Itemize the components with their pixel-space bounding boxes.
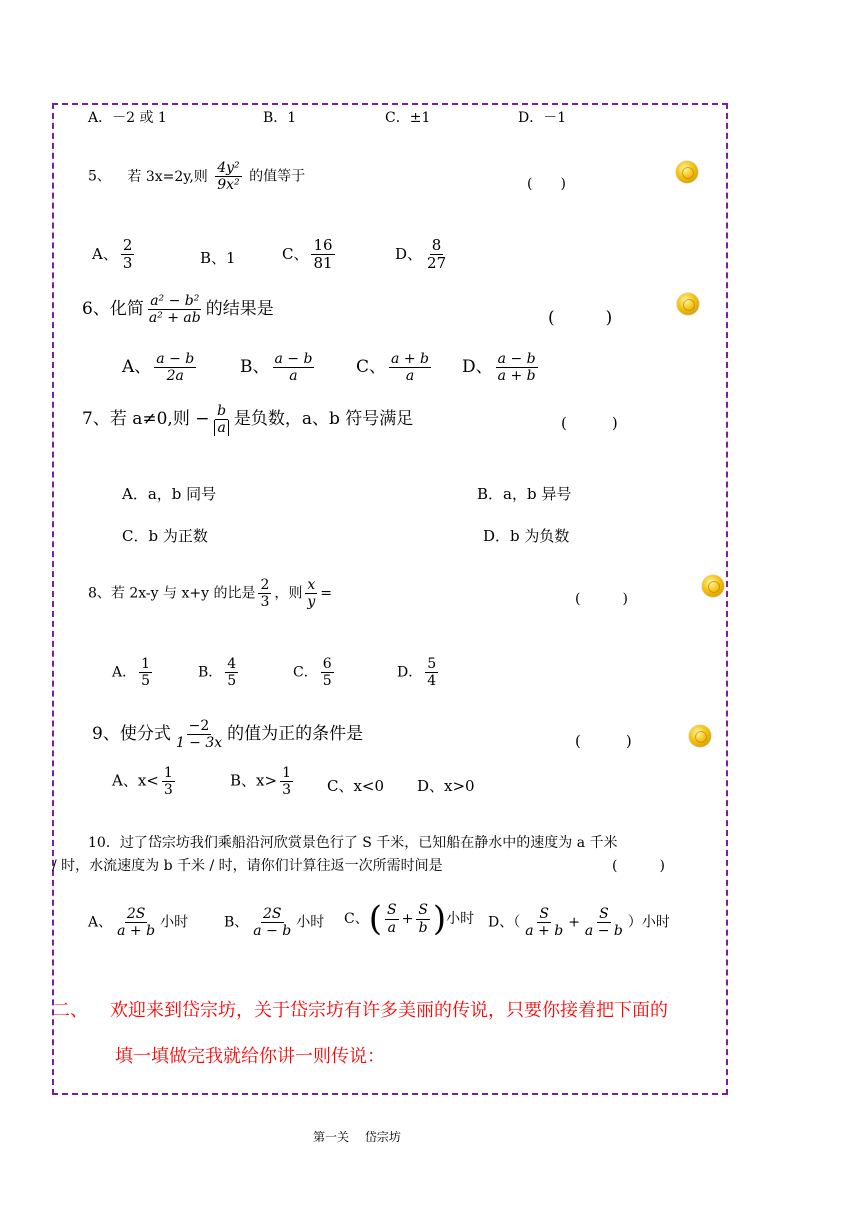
q10-option-c-num1: S xyxy=(386,902,397,919)
question-9 xyxy=(92,718,363,751)
q9-frac-num: −2 xyxy=(188,718,210,734)
q8-option-d xyxy=(397,656,441,689)
q10-option-a-num: 2S xyxy=(126,906,146,922)
coin-icon xyxy=(676,161,698,183)
q10-option-c: C、( $\frac{S}{a}$ + $\frac{S}{b}$ )小时 xyxy=(344,899,475,939)
q8-option-d-den: 4 xyxy=(427,673,437,690)
q9-option-a-label: A、x< xyxy=(112,771,159,790)
q8-prefix: 8、若 2x-y 与 x+y 的比是 xyxy=(88,585,256,602)
q4-option-a: A．－2 或 1 xyxy=(88,110,167,126)
coin-icon xyxy=(677,293,699,315)
question-6 xyxy=(82,293,274,326)
q8-x-den: y xyxy=(307,594,316,611)
q7-suffix: 是负数，a、b 符号满足 xyxy=(233,409,414,430)
q7-answer-paren: ( ) xyxy=(561,414,618,432)
q6-option-a-den: 2a xyxy=(166,368,184,385)
q4-option-b: B．1 xyxy=(263,110,297,126)
q10-line-1: 10．过了岱宗坊我们乘船沿河欣赏景色行了 S 千米，已知船在静水中的速度为 a 千米 xyxy=(88,835,618,851)
q8-option-c-den: 5 xyxy=(322,673,332,690)
q9-option-a-num: 1 xyxy=(163,765,173,781)
q9-option-b-den: 3 xyxy=(282,782,291,799)
q8-option-b-den: 5 xyxy=(227,673,237,690)
q6-option-d xyxy=(462,351,541,384)
q6-option-d-den: a + b xyxy=(497,368,536,385)
q5-prefix: 若 3x=2y,则 xyxy=(127,168,208,185)
q9-answer-paren: ( ) xyxy=(575,732,632,750)
q6-option-a xyxy=(122,351,199,384)
q4-option-d: D．－1 xyxy=(518,110,567,126)
q6-option-c-label: C、 xyxy=(356,357,387,378)
q5-option-c-label: C、 xyxy=(282,244,309,263)
q6-option-b xyxy=(240,351,317,384)
q8-option-b-label: B． xyxy=(198,664,223,681)
q8-option-c-num: 6 xyxy=(322,656,332,672)
q6-option-c xyxy=(356,351,434,384)
section-2-line-1: 欢迎来到岱宗坊，关于岱宗坊有许多美丽的传说，只要你接着把下面的 xyxy=(110,1000,668,1021)
q10-option-d-num1: S xyxy=(539,906,549,922)
q9-suffix: 的值为正的条件是 xyxy=(227,724,364,745)
q9-option-c: C、x<0 xyxy=(327,777,385,795)
q10-option-b xyxy=(224,906,324,939)
q10-option-b-unit: 小时 xyxy=(296,914,325,931)
q10-option-c-unit: 小时 xyxy=(446,911,475,927)
q5-option-a xyxy=(92,237,137,273)
q10-option-c-label: C、 xyxy=(344,911,369,927)
q8-x-num: x xyxy=(307,577,316,593)
q6-option-b-num: a − b xyxy=(274,351,313,367)
q5-fraction xyxy=(215,160,241,193)
question-7 xyxy=(82,403,413,436)
q10-option-d xyxy=(488,906,670,939)
q5-option-d xyxy=(395,237,451,273)
q6-option-b-den: a xyxy=(289,368,298,385)
q8-option-d-num: 5 xyxy=(427,656,437,672)
q10-option-c-num2: S xyxy=(418,902,428,919)
q10-option-d-unit: ）小时 xyxy=(627,914,670,931)
q10-option-a-den: a + b xyxy=(117,923,156,940)
q5-option-b: B、1 xyxy=(200,249,236,267)
question-5 xyxy=(88,160,305,193)
q5-option-c xyxy=(282,237,338,273)
q10-option-c-plus: + xyxy=(401,911,414,927)
q10-option-b-label: B、 xyxy=(224,914,249,931)
q8-option-c-label: C． xyxy=(293,664,318,681)
q10-option-b-num: 2S xyxy=(263,906,282,922)
q10-option-d-den2: a − b xyxy=(584,923,623,940)
q10-option-c-den2: b xyxy=(418,919,428,936)
q5-option-a-num: 2 xyxy=(122,236,133,254)
q10-line-2: / 时，水流速度为 b 千米 / 时，请你们计算往返一次所需时间是 xyxy=(52,858,443,874)
q4-option-c: C．±1 xyxy=(385,110,431,126)
q10-option-d-num2: S xyxy=(599,906,609,922)
q7-option-b: B．a，b 异号 xyxy=(477,485,572,503)
q6-option-d-num: a − b xyxy=(497,351,536,367)
q10-option-d-den1: a + b xyxy=(525,923,564,940)
q8-eq: = xyxy=(320,585,333,602)
q6-frac-den: a² + ab xyxy=(148,310,201,327)
q7-option-c: C．b 为正数 xyxy=(122,527,208,545)
q6-option-d-label: D、 xyxy=(462,357,493,378)
q7-frac-den: a xyxy=(214,420,228,436)
q5-frac-den: 9x² xyxy=(217,177,240,194)
q6-frac-num: a² − b² xyxy=(150,293,200,309)
q9-option-b-label: B、x> xyxy=(230,771,278,790)
q9-option-b-num: 1 xyxy=(282,765,291,781)
q8-answer-paren: ( ) xyxy=(575,591,628,607)
q10-option-c-den1: a xyxy=(387,919,396,936)
q6-option-a-label: A、 xyxy=(122,357,152,378)
section-2-number: 二、 xyxy=(52,1000,88,1021)
q5-option-c-num: 16 xyxy=(313,236,333,254)
q8-ratio-den: 3 xyxy=(260,594,270,611)
q8-option-d-label: D． xyxy=(397,664,423,681)
section-2-line-2: 填一填做完我就给你讲一则传说： xyxy=(115,1046,385,1067)
q7-frac-num: b xyxy=(217,403,227,419)
q9-option-a xyxy=(112,765,178,798)
q7-prefix: 7、若 a≠0,则 − xyxy=(82,409,210,430)
q10-option-a xyxy=(88,906,188,939)
q9-option-a-den: 3 xyxy=(163,782,173,799)
q10-option-d-plus: + xyxy=(568,914,580,931)
coin-icon xyxy=(689,725,711,747)
q9-option-d: D、x>0 xyxy=(417,777,475,795)
q8-option-a-den: 5 xyxy=(141,673,151,690)
q5-answer-paren: ( ) xyxy=(527,176,566,192)
q5-option-c-den: 81 xyxy=(313,254,333,273)
q10-option-b-den: a − b xyxy=(253,923,292,940)
q6-prefix: 6、化简 xyxy=(82,299,144,320)
q5-option-d-num: 8 xyxy=(431,236,442,254)
q6-option-c-num: a + b xyxy=(391,351,429,367)
q5-frac-num: 4y² xyxy=(217,160,240,176)
q8-option-a xyxy=(112,656,155,689)
q10-option-d-label: D、（ xyxy=(488,914,521,931)
q9-prefix: 9、使分式 xyxy=(92,724,171,745)
q5-option-d-label: D、 xyxy=(395,244,423,263)
q10-answer-paren: ( ) xyxy=(612,858,665,874)
q6-option-b-label: B、 xyxy=(240,357,270,378)
q6-suffix: 的结果是 xyxy=(205,299,274,320)
q8-mid: ，则 xyxy=(274,585,303,602)
q9-frac-den: 1 − 3x xyxy=(175,735,223,752)
q6-option-c-den: a xyxy=(405,368,415,385)
q5-option-a-label: A、 xyxy=(92,244,118,263)
q10-option-a-unit: 小时 xyxy=(160,914,189,931)
q8-option-a-label: A． xyxy=(112,664,137,681)
q8-option-c xyxy=(293,656,337,689)
q7-option-d: D．b 为负数 xyxy=(483,527,570,545)
q5-option-a-den: 3 xyxy=(122,254,133,273)
q6-answer-paren: ( ) xyxy=(548,308,613,328)
q8-option-b-num: 4 xyxy=(227,656,237,672)
q5-number: 5、 xyxy=(88,168,111,185)
q7-option-a: A．a，b 同号 xyxy=(122,485,217,503)
q9-option-b xyxy=(230,765,296,798)
q8-ratio-num: 2 xyxy=(260,577,270,593)
page-footer: 第一关 岱宗坊 xyxy=(313,1130,401,1144)
q5-option-d-den: 27 xyxy=(427,254,447,273)
q5-suffix: 的值等于 xyxy=(249,168,306,185)
q8-option-b xyxy=(198,656,241,689)
question-8 xyxy=(88,577,332,610)
q8-option-a-num: 1 xyxy=(141,656,151,672)
q10-option-a-label: A、 xyxy=(88,914,113,931)
q6-option-a-num: a − b xyxy=(156,351,195,367)
coin-icon xyxy=(702,575,724,597)
